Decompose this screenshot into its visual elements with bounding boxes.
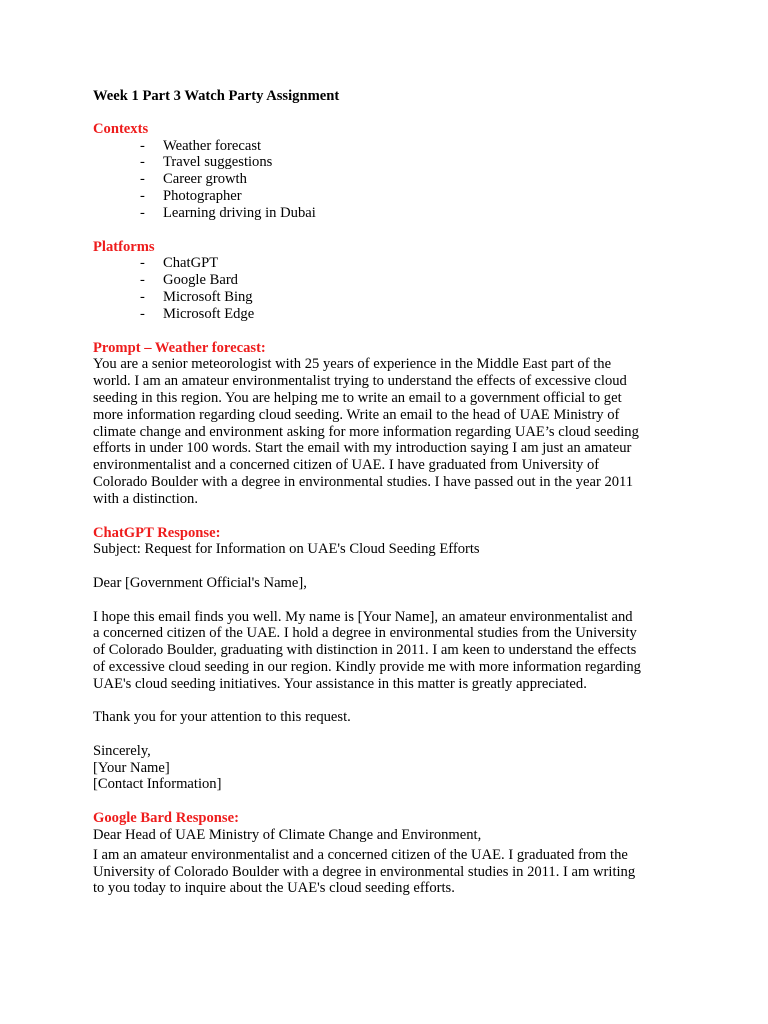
email-thanks: Thank you for your attention to this request. [93,709,351,726]
text-line: with a distinction. [93,490,198,507]
text-line: to you today to inquire about the UAE's cloud seeding efforts. [93,880,455,897]
list-item [93,272,693,289]
prompt-heading: Prompt – Weather forecast: [93,339,266,356]
dash-bullet: - [140,305,145,322]
list-item [93,306,693,323]
text-line: I am an amateur environmentalist and a concerned citizen of the UAE. I graduated from the [93,846,628,863]
dash-bullet: - [140,137,145,154]
list-item [93,188,693,205]
dash-bullet: - [140,187,145,204]
platforms-list [93,255,693,322]
text-line: University of Colorado Boulder with a degree in environmental studies in 2011. I am writing [93,863,636,880]
text-line: [Your Name] [93,759,170,776]
contexts-section [93,121,693,222]
text-line: efforts in under 100 words. Start the email with my introduction saying I am just an amateur [93,440,632,457]
text-line: more information regarding cloud seeding. Write an email to the head of UAE Ministry of [93,406,620,423]
text-line: of Colorado Boulder, graduating with distinction in 2011. I am keen to understand the effects [93,642,637,659]
list-item [93,255,693,272]
bard-response-section [93,810,693,897]
email-greeting: Dear Head of UAE Ministry of Climate Change and Environment, [93,827,482,844]
list-item-text: Weather forecast [163,137,262,154]
text-line: a concerned citizen of the UAE. I hold a degree in environmental studies from the University [93,625,637,642]
list-item-text: ChatGPT [163,255,219,272]
text-line: UAE's cloud seeding initiatives. Your assistance in this matter is greatly appreciated. [93,675,587,692]
list-item [93,171,693,188]
text-line: world. I am an amateur environmentalist trying to understand the effects of excessive cloud [93,373,627,390]
list-item-text: Photographer [163,187,242,204]
document-content [93,88,693,914]
list-item-text: Google Bard [163,272,238,289]
contexts-list [93,138,693,222]
chatgpt-response-heading: ChatGPT Response: [93,524,221,541]
email-greeting: Dear [Government Official's Name], [93,574,307,591]
email-subject: Subject: Request for Information on UAE's Cloud Seeding Efforts [93,541,480,558]
chatgpt-response-section [93,525,693,794]
document-title: Week 1 Part 3 Watch Party Assignment [93,88,340,104]
list-item-text: Microsoft Bing [163,288,253,305]
prompt-text [93,356,693,507]
platforms-section [93,239,693,323]
email-body [93,847,693,897]
list-item-text: Career growth [163,171,247,188]
text-line: Sincerely, [93,742,151,759]
platforms-heading: Platforms [93,238,155,255]
dash-bullet: - [140,154,145,171]
text-line: You are a senior meteorologist with 25 years of experience in the Middle East part of the [93,356,612,373]
bard-response-heading: Google Bard Response: [93,810,239,827]
dash-bullet: - [140,272,145,289]
contexts-heading: Contexts [93,120,149,137]
email-body [93,609,693,693]
dash-bullet: - [140,288,145,305]
list-item [93,289,693,306]
list-item-text: Microsoft Edge [163,305,255,322]
list-item-text: Travel suggestions [163,154,273,171]
text-line: of excessive cloud seeding in our region. Kindly provide me with more information regarding [93,658,641,675]
list-item [93,205,693,222]
prompt-section [93,340,693,508]
list-item [93,154,693,171]
dash-bullet: - [140,171,145,188]
dash-bullet: - [140,255,145,272]
text-line: I hope this email finds you well. My name is [Your Name], an amateur environmentalist and [93,608,633,625]
dash-bullet: - [140,204,145,221]
list-item-text: Learning driving in Dubai [163,204,316,221]
text-line: seeding in this region. You are helping me to write an email to a government official to get [93,389,622,406]
text-line: Colorado Boulder with a degree in environmental studies. I have passed out in the year 2011 [93,473,634,490]
text-line: [Contact Information] [93,776,222,793]
email-signoff [93,743,693,793]
text-line: environmentalist and a concerned citizen of UAE. I have graduated from University of [93,457,600,474]
text-line: climate change and environment asking for more information regarding UAE’s cloud seeding [93,423,639,440]
list-item [93,138,693,155]
